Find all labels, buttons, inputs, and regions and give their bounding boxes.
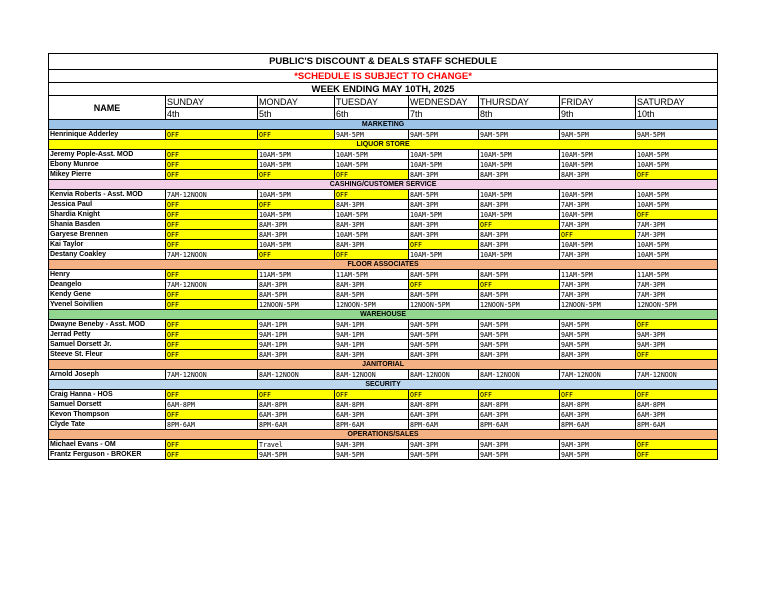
shift-cell: 6AM-3PM: [560, 410, 636, 420]
shift-cell: 9AM-5PM: [560, 330, 636, 340]
shift-cell: OFF: [166, 290, 258, 300]
table-row: [49, 250, 718, 260]
table-row: [49, 130, 718, 140]
table-row: [49, 400, 718, 410]
shift-cell: 8AM-3PM: [479, 350, 560, 360]
employee-name: Garyese Brennen: [49, 230, 166, 240]
table-row: [49, 440, 718, 450]
shift-cell: 9AM-1PM: [258, 320, 335, 330]
shift-cell: 7AM-3PM: [560, 250, 636, 260]
shift-cell: 10AM-5PM: [258, 210, 335, 220]
shift-cell: 8AM-12NOON: [409, 370, 479, 380]
shift-cell: OFF: [166, 330, 258, 340]
section-row: [49, 260, 718, 270]
shift-cell: 10AM-5PM: [636, 190, 718, 200]
shift-cell: 9AM-5PM: [258, 450, 335, 460]
shift-cell: 9AM-5PM: [636, 130, 718, 140]
shift-cell: 7AM-12NOON: [560, 370, 636, 380]
shift-cell: 8PM-6AM: [479, 420, 560, 430]
shift-cell: 9AM-5PM: [409, 130, 479, 140]
employee-name: Kevon Thompson: [49, 410, 166, 420]
shift-cell: 8PM-6AM: [636, 420, 718, 430]
shift-cell: 8AM-8PM: [409, 400, 479, 410]
shift-cell: 12NOON-5PM: [258, 300, 335, 310]
shift-cell: 10AM-5PM: [479, 210, 560, 220]
employee-name: Clyde Tate: [49, 420, 166, 430]
section-row: [49, 140, 718, 150]
shift-cell: OFF: [560, 390, 636, 400]
employee-name: Jerrad Petty: [49, 330, 166, 340]
shift-cell: 10AM-5PM: [636, 150, 718, 160]
employee-name: Henrinique Adderley: [49, 130, 166, 140]
table-row: [49, 390, 718, 400]
shift-cell: OFF: [636, 170, 718, 180]
shift-cell: 8AM-3PM: [560, 170, 636, 180]
table-row: [49, 160, 718, 170]
shift-cell: OFF: [409, 280, 479, 290]
shift-cell: OFF: [166, 440, 258, 450]
shift-cell: 8AM-3PM: [258, 350, 335, 360]
shift-cell: 8AM-5PM: [258, 290, 335, 300]
employee-name: Steeve St. Fleur: [49, 350, 166, 360]
shift-cell: 10AM-5PM: [258, 160, 335, 170]
shift-cell: 8AM-3PM: [409, 220, 479, 230]
shift-cell: 10AM-5PM: [560, 210, 636, 220]
shift-cell: 6AM-3PM: [636, 410, 718, 420]
shift-cell: OFF: [166, 450, 258, 460]
shift-cell: 8AM-5PM: [409, 270, 479, 280]
shift-cell: OFF: [479, 220, 560, 230]
day-header-wednesday: WEDNESDAY: [409, 96, 479, 108]
shift-cell: 6AM-3PM: [409, 410, 479, 420]
shift-cell: OFF: [166, 200, 258, 210]
shift-cell: 6AM-8PM: [166, 400, 258, 410]
employee-name: Kenvia Roberts - Asst. MOD: [49, 190, 166, 200]
shift-cell: 6AM-3PM: [479, 410, 560, 420]
shift-cell: 10AM-5PM: [560, 160, 636, 170]
shift-cell: 6AM-3PM: [335, 410, 409, 420]
shift-cell: 9AM-1PM: [258, 340, 335, 350]
shift-cell: 11AM-5PM: [636, 270, 718, 280]
employee-name: Mikey Pierre: [49, 170, 166, 180]
shift-cell: 12NOON-5PM: [479, 300, 560, 310]
table-row: [49, 420, 718, 430]
shift-cell: 10AM-5PM: [479, 150, 560, 160]
shift-cell: 12NOON-5PM: [636, 300, 718, 310]
section-row: [49, 430, 718, 440]
shift-cell: 7AM-3PM: [560, 290, 636, 300]
table-row: [49, 200, 718, 210]
shift-cell: 12NOON-5PM: [335, 300, 409, 310]
shift-cell: 8AM-3PM: [409, 200, 479, 210]
employee-name: Craig Hanna - HOS: [49, 390, 166, 400]
section-row: [49, 180, 718, 190]
day-header-sunday: SUNDAY: [166, 96, 258, 108]
shift-cell: 8AM-3PM: [409, 230, 479, 240]
shift-cell: 9AM-1PM: [258, 330, 335, 340]
shift-cell: 8PM-6AM: [258, 420, 335, 430]
shift-cell: 10AM-5PM: [479, 160, 560, 170]
shift-cell: 7AM-3PM: [560, 200, 636, 210]
shift-cell: 9AM-5PM: [479, 130, 560, 140]
shift-cell: OFF: [636, 390, 718, 400]
table-row: [49, 410, 718, 420]
shift-cell: 11AM-5PM: [560, 270, 636, 280]
shift-cell: OFF: [166, 410, 258, 420]
shift-cell: 10AM-5PM: [258, 150, 335, 160]
shift-cell: 8AM-8PM: [258, 400, 335, 410]
shift-cell: 10AM-5PM: [335, 160, 409, 170]
shift-cell: 8AM-3PM: [335, 220, 409, 230]
employee-name: Shania Basden: [49, 220, 166, 230]
day-date-saturday: 10th: [636, 108, 718, 120]
shift-cell: 8AM-3PM: [479, 170, 560, 180]
shift-cell: 7AM-3PM: [636, 280, 718, 290]
staff-schedule-table: [48, 53, 718, 460]
shift-cell: 9AM-5PM: [479, 330, 560, 340]
section-row: [49, 310, 718, 320]
table-row: [49, 290, 718, 300]
shift-cell: 8AM-3PM: [409, 170, 479, 180]
shift-cell: 9AM-5PM: [560, 320, 636, 330]
shift-cell: 8AM-3PM: [479, 240, 560, 250]
employee-name: Yvenel Soivilien: [49, 300, 166, 310]
employee-name: Kendy Gene: [49, 290, 166, 300]
shift-cell: OFF: [166, 210, 258, 220]
shift-cell: OFF: [258, 390, 335, 400]
shift-cell: 8AM-8PM: [636, 400, 718, 410]
shift-cell: 10AM-5PM: [560, 190, 636, 200]
shift-cell: OFF: [166, 240, 258, 250]
shift-cell: OFF: [166, 320, 258, 330]
shift-cell: 10AM-5PM: [479, 190, 560, 200]
day-date-thursday: 8th: [479, 108, 560, 120]
shift-cell: OFF: [258, 130, 335, 140]
employee-name: Samuel Dorsett: [49, 400, 166, 410]
section-header-floor-associates: FLOOR ASSOCIATES: [49, 260, 718, 270]
shift-cell: OFF: [636, 320, 718, 330]
table-row: [49, 190, 718, 200]
shift-cell: 7AM-12NOON: [166, 370, 258, 380]
section-row: [49, 120, 718, 130]
table-row: [49, 450, 718, 460]
shift-cell: 12NOON-5PM: [560, 300, 636, 310]
shift-cell: 9AM-3PM: [479, 440, 560, 450]
shift-cell: OFF: [479, 280, 560, 290]
shift-cell: OFF: [335, 190, 409, 200]
table-row: [49, 240, 718, 250]
shift-cell: 9AM-5PM: [479, 320, 560, 330]
table-row: [49, 210, 718, 220]
table-row: [49, 170, 718, 180]
section-header-janitorial: JANITORIAL: [49, 360, 718, 370]
shift-cell: Travel: [258, 440, 335, 450]
employee-name: Samuel Dorsett Jr.: [49, 340, 166, 350]
shift-cell: OFF: [258, 250, 335, 260]
section-header-marketing: MARKETING: [49, 120, 718, 130]
shift-cell: 10AM-5PM: [636, 200, 718, 210]
shift-cell: 8PM-6AM: [166, 420, 258, 430]
shift-cell: OFF: [409, 390, 479, 400]
shift-cell: OFF: [166, 130, 258, 140]
shift-cell: 10AM-5PM: [636, 160, 718, 170]
shift-cell: 10AM-5PM: [335, 230, 409, 240]
shift-cell: 8AM-12NOON: [335, 370, 409, 380]
shift-cell: 7AM-3PM: [560, 280, 636, 290]
shift-cell: 10AM-5PM: [636, 250, 718, 260]
day-header-monday: MONDAY: [258, 96, 335, 108]
shift-cell: 7AM-12NOON: [636, 370, 718, 380]
shift-cell: 8AM-5PM: [479, 290, 560, 300]
section-header-warehouse: WAREHOUSE: [49, 310, 718, 320]
shift-cell: 9AM-3PM: [560, 440, 636, 450]
shift-cell: 11AM-5PM: [335, 270, 409, 280]
shift-cell: 8AM-3PM: [479, 200, 560, 210]
shift-cell: 10AM-5PM: [335, 210, 409, 220]
employee-name: Arnold Joseph: [49, 370, 166, 380]
shift-cell: OFF: [335, 250, 409, 260]
shift-cell: 8PM-6AM: [409, 420, 479, 430]
shift-cell: OFF: [166, 220, 258, 230]
shift-cell: 8AM-3PM: [335, 280, 409, 290]
shift-cell: 9AM-5PM: [560, 340, 636, 350]
section-header-cashing-customer-service: CASHING/CUSTOMER SERVICE: [49, 180, 718, 190]
table-row: [49, 230, 718, 240]
shift-cell: 9AM-5PM: [560, 130, 636, 140]
day-date-wednesday: 7th: [409, 108, 479, 120]
table-row: [49, 340, 718, 350]
shift-cell: 9AM-5PM: [409, 320, 479, 330]
table-row: [49, 320, 718, 330]
table-row: [49, 150, 718, 160]
employee-name: Frantz Ferguson - BROKER: [49, 450, 166, 460]
shift-cell: 10AM-5PM: [636, 240, 718, 250]
shift-cell: 10AM-5PM: [409, 160, 479, 170]
section-header-liquor-store: LIQUOR STORE: [49, 140, 718, 150]
shift-cell: 7AM-3PM: [560, 220, 636, 230]
shift-cell: OFF: [166, 230, 258, 240]
shift-cell: OFF: [166, 270, 258, 280]
employee-name: Shardia Knight: [49, 210, 166, 220]
name-column-header: NAME: [49, 96, 166, 120]
shift-cell: 9AM-5PM: [409, 340, 479, 350]
shift-cell: 8AM-3PM: [409, 350, 479, 360]
shift-cell: 7AM-3PM: [636, 230, 718, 240]
shift-cell: 9AM-1PM: [335, 320, 409, 330]
shift-cell: OFF: [166, 170, 258, 180]
shift-cell: OFF: [258, 170, 335, 180]
shift-cell: 9AM-5PM: [479, 340, 560, 350]
shift-cell: 8AM-3PM: [560, 350, 636, 360]
shift-cell: 8AM-3PM: [335, 200, 409, 210]
shift-cell: 10AM-5PM: [479, 250, 560, 260]
day-header-saturday: SATURDAY: [636, 96, 718, 108]
shift-cell: OFF: [636, 440, 718, 450]
employee-name: Ebony Munroe: [49, 160, 166, 170]
shift-cell: 9AM-3PM: [409, 440, 479, 450]
shift-cell: 10AM-5PM: [335, 150, 409, 160]
shift-cell: 9AM-3PM: [636, 330, 718, 340]
shift-cell: 8AM-8PM: [335, 400, 409, 410]
shift-cell: 9AM-5PM: [409, 450, 479, 460]
shift-cell: OFF: [166, 300, 258, 310]
shift-cell: 9AM-3PM: [636, 340, 718, 350]
day-header-thursday: THURSDAY: [479, 96, 560, 108]
table-row: [49, 280, 718, 290]
shift-cell: 8AM-3PM: [335, 350, 409, 360]
table-row: [49, 300, 718, 310]
shift-cell: 9AM-3PM: [335, 440, 409, 450]
table-row: [49, 370, 718, 380]
shift-cell: OFF: [636, 450, 718, 460]
day-header-tuesday: TUESDAY: [335, 96, 409, 108]
shift-cell: 10AM-5PM: [560, 240, 636, 250]
shift-cell: 9AM-5PM: [560, 450, 636, 460]
table-row: [49, 350, 718, 360]
employee-name: Kai Taylor: [49, 240, 166, 250]
employee-name: Deangelo: [49, 280, 166, 290]
shift-cell: 7AM-12NOON: [166, 280, 258, 290]
shift-cell: OFF: [166, 390, 258, 400]
shift-cell: 7AM-12NOON: [166, 190, 258, 200]
shift-cell: OFF: [258, 200, 335, 210]
shift-cell: 8AM-3PM: [258, 280, 335, 290]
shift-cell: OFF: [409, 240, 479, 250]
shift-cell: 8AM-12NOON: [479, 370, 560, 380]
shift-cell: OFF: [636, 350, 718, 360]
shift-cell: 8PM-6AM: [335, 420, 409, 430]
shift-cell: 9AM-5PM: [479, 450, 560, 460]
shift-cell: 8AM-5PM: [409, 190, 479, 200]
shift-cell: 9AM-5PM: [409, 330, 479, 340]
shift-cell: 12NOON-5PM: [409, 300, 479, 310]
shift-cell: 7AM-3PM: [636, 290, 718, 300]
day-date-tuesday: 6th: [335, 108, 409, 120]
shift-cell: OFF: [166, 160, 258, 170]
table-row: [49, 270, 718, 280]
shift-cell: OFF: [560, 230, 636, 240]
shift-cell: 10AM-5PM: [409, 250, 479, 260]
employee-name: Henry: [49, 270, 166, 280]
schedule-title: PUBLIC'S DISCOUNT & DEALS STAFF SCHEDULE: [49, 54, 718, 70]
shift-cell: 9AM-5PM: [335, 130, 409, 140]
shift-cell: 8AM-5PM: [335, 290, 409, 300]
shift-cell: 10AM-5PM: [409, 150, 479, 160]
shift-cell: 10AM-5PM: [258, 190, 335, 200]
employee-name: Jessica Paul: [49, 200, 166, 210]
shift-cell: OFF: [166, 350, 258, 360]
day-date-sunday: 4th: [166, 108, 258, 120]
shift-cell: OFF: [636, 210, 718, 220]
schedule-warning: *SCHEDULE IS SUBJECT TO CHANGE*: [49, 70, 718, 83]
shift-cell: 8AM-5PM: [479, 270, 560, 280]
employee-name: Jeremy Pople-Asst. MOD: [49, 150, 166, 160]
shift-cell: 8AM-3PM: [479, 230, 560, 240]
shift-cell: 8AM-8PM: [479, 400, 560, 410]
shift-cell: 8PM-6AM: [560, 420, 636, 430]
day-header-friday: FRIDAY: [560, 96, 636, 108]
shift-cell: 8AM-8PM: [560, 400, 636, 410]
shift-cell: 8AM-12NOON: [258, 370, 335, 380]
table-row: [49, 330, 718, 340]
employee-name: Dwayne Beneby - Asst. MOD: [49, 320, 166, 330]
shift-cell: 7AM-3PM: [636, 220, 718, 230]
day-date-friday: 9th: [560, 108, 636, 120]
table-row: [49, 220, 718, 230]
shift-cell: 8AM-5PM: [409, 290, 479, 300]
shift-cell: 6AM-3PM: [258, 410, 335, 420]
shift-cell: OFF: [479, 390, 560, 400]
shift-cell: 9AM-5PM: [335, 450, 409, 460]
shift-cell: 10AM-5PM: [560, 150, 636, 160]
shift-cell: 10AM-5PM: [258, 240, 335, 250]
shift-cell: OFF: [166, 150, 258, 160]
day-date-monday: 5th: [258, 108, 335, 120]
shift-cell: 8AM-3PM: [335, 240, 409, 250]
employee-name: Destany Coakley: [49, 250, 166, 260]
section-header-security: SECURITY: [49, 380, 718, 390]
shift-cell: 11AM-5PM: [258, 270, 335, 280]
shift-cell: 9AM-1PM: [335, 330, 409, 340]
shift-cell: 8AM-3PM: [258, 220, 335, 230]
shift-cell: OFF: [335, 170, 409, 180]
shift-cell: 10AM-5PM: [409, 210, 479, 220]
section-header-operations-sales: OPERATIONS/SALES: [49, 430, 718, 440]
shift-cell: OFF: [335, 390, 409, 400]
section-row: [49, 360, 718, 370]
employee-name: Michael Evans - OM: [49, 440, 166, 450]
week-ending-label: WEEK ENDING MAY 10TH, 2025: [49, 83, 718, 96]
shift-cell: 8AM-3PM: [258, 230, 335, 240]
shift-cell: 7AM-12NOON: [166, 250, 258, 260]
shift-cell: OFF: [166, 340, 258, 350]
section-row: [49, 380, 718, 390]
shift-cell: 9AM-1PM: [335, 340, 409, 350]
